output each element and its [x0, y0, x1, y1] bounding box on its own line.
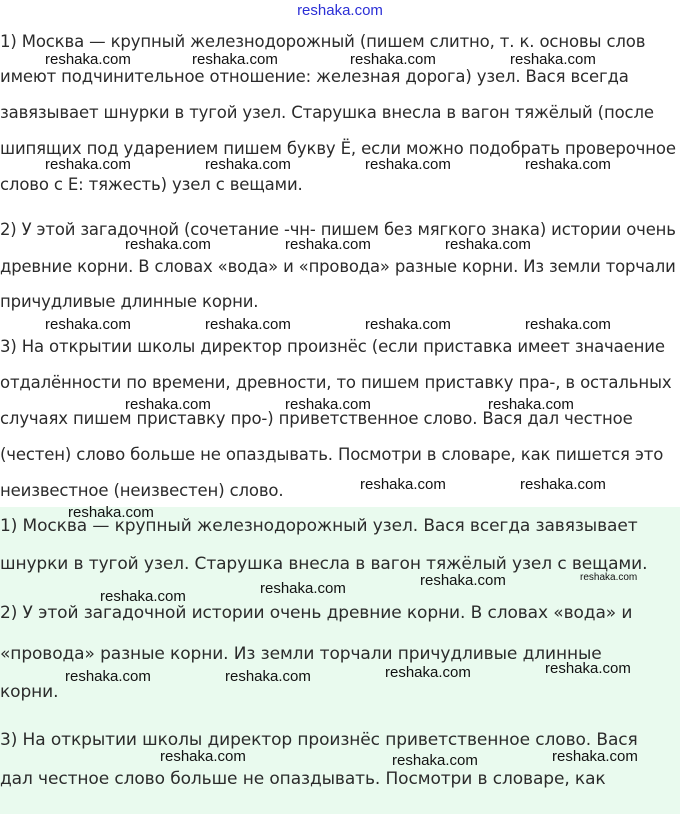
- answer-line: 2) У этой загадочной истории очень древние корни. В словах «вода» и: [0, 603, 633, 623]
- answer-line: «провода» разные корни. Из земли торчали причудливые длинные: [0, 644, 602, 664]
- watermark: reshaka.com: [520, 476, 606, 493]
- watermark: reshaka.com: [525, 316, 611, 333]
- solution-line: причудливые длинные корни.: [0, 292, 259, 311]
- watermark: reshaka.com: [225, 668, 311, 685]
- watermark: reshaka.com: [285, 396, 371, 413]
- solution-line: 3) На открытии школы директор произнёс (если приставка имеет значаение: [0, 337, 665, 356]
- answer-line: 3) На открытии школы директор произнёс приветственное слово. Вася: [0, 730, 638, 750]
- watermark: reshaka.com: [260, 580, 346, 597]
- answer-line: дал честное слово больше не опаздывать. Посмотри в словаре, как: [0, 769, 606, 789]
- watermark: reshaka.com: [385, 664, 471, 681]
- watermark: reshaka.com: [45, 51, 131, 68]
- watermark: reshaka.com: [160, 748, 246, 765]
- watermark: reshaka.com: [205, 156, 291, 173]
- solution-line: шипящих под ударением пишем букву Ё, если можно подобрать проверочное: [0, 139, 676, 158]
- solution-line: отдалённости по времени, древности, то пишем приставку пра-, в остальных: [0, 373, 672, 392]
- watermark: reshaka.com: [365, 156, 451, 173]
- watermark: reshaka.com: [45, 156, 131, 173]
- solution-line: неизвестное (неизвестен) слово.: [0, 481, 284, 500]
- solution-line: (честен) слово больше не опаздывать. Посмотри в словаре, как пишется это: [0, 445, 664, 464]
- site-header-link[interactable]: reshaka.com: [297, 2, 383, 19]
- watermark: reshaka.com: [205, 316, 291, 333]
- watermark: reshaka.com: [488, 396, 574, 413]
- watermark: reshaka.com: [350, 51, 436, 68]
- watermark: reshaka.com: [545, 660, 631, 677]
- watermark: reshaka.com: [420, 572, 506, 589]
- watermark: reshaka.com: [552, 748, 638, 765]
- watermark: reshaka.com: [45, 316, 131, 333]
- answer-line: корни.: [0, 682, 59, 702]
- watermark: reshaka.com: [580, 572, 638, 583]
- watermark: reshaka.com: [125, 396, 211, 413]
- solution-line: древние корни. В словах «вода» и «провода» разные корни. Из земли торчали: [0, 257, 676, 276]
- solution-line: завязывает шнурки в тугой узел. Старушка внесла в вагон тяжёлый (после: [0, 103, 654, 122]
- watermark: reshaka.com: [445, 236, 531, 253]
- watermark: reshaka.com: [65, 668, 151, 685]
- watermark: reshaka.com: [100, 588, 186, 605]
- watermark: reshaka.com: [360, 476, 446, 493]
- solution-line: имеют подчинительное отношение: железная дорога) узел. Вася всегда: [0, 67, 629, 86]
- solution-line: случаях пишем приставку про-) приветственное слово. Вася дал честное: [0, 409, 633, 428]
- watermark: reshaka.com: [525, 156, 611, 173]
- solution-line: слово с Е: тяжесть) узел с вещами.: [0, 175, 303, 194]
- watermark: reshaka.com: [125, 236, 211, 253]
- answer-line: шнурки в тугой узел. Старушка внесла в вагон тяжёлый узел с вещами.: [0, 554, 648, 574]
- solution-line: 2) У этой загадочной (сочетание -чн- пишем без мягкого знака) истории очень: [0, 220, 676, 239]
- solution-line: 1) Москва — крупный железнодорожный (пишем слитно, т. к. основы слов: [0, 32, 646, 51]
- watermark: reshaka.com: [68, 504, 154, 521]
- watermark: reshaka.com: [392, 752, 478, 769]
- answer-line: 1) Москва — крупный железнодорожный узел. Вася всегда завязывает: [0, 516, 638, 536]
- watermark: reshaka.com: [510, 51, 596, 68]
- watermark: reshaka.com: [285, 236, 371, 253]
- watermark: reshaka.com: [192, 51, 278, 68]
- watermark: reshaka.com: [365, 316, 451, 333]
